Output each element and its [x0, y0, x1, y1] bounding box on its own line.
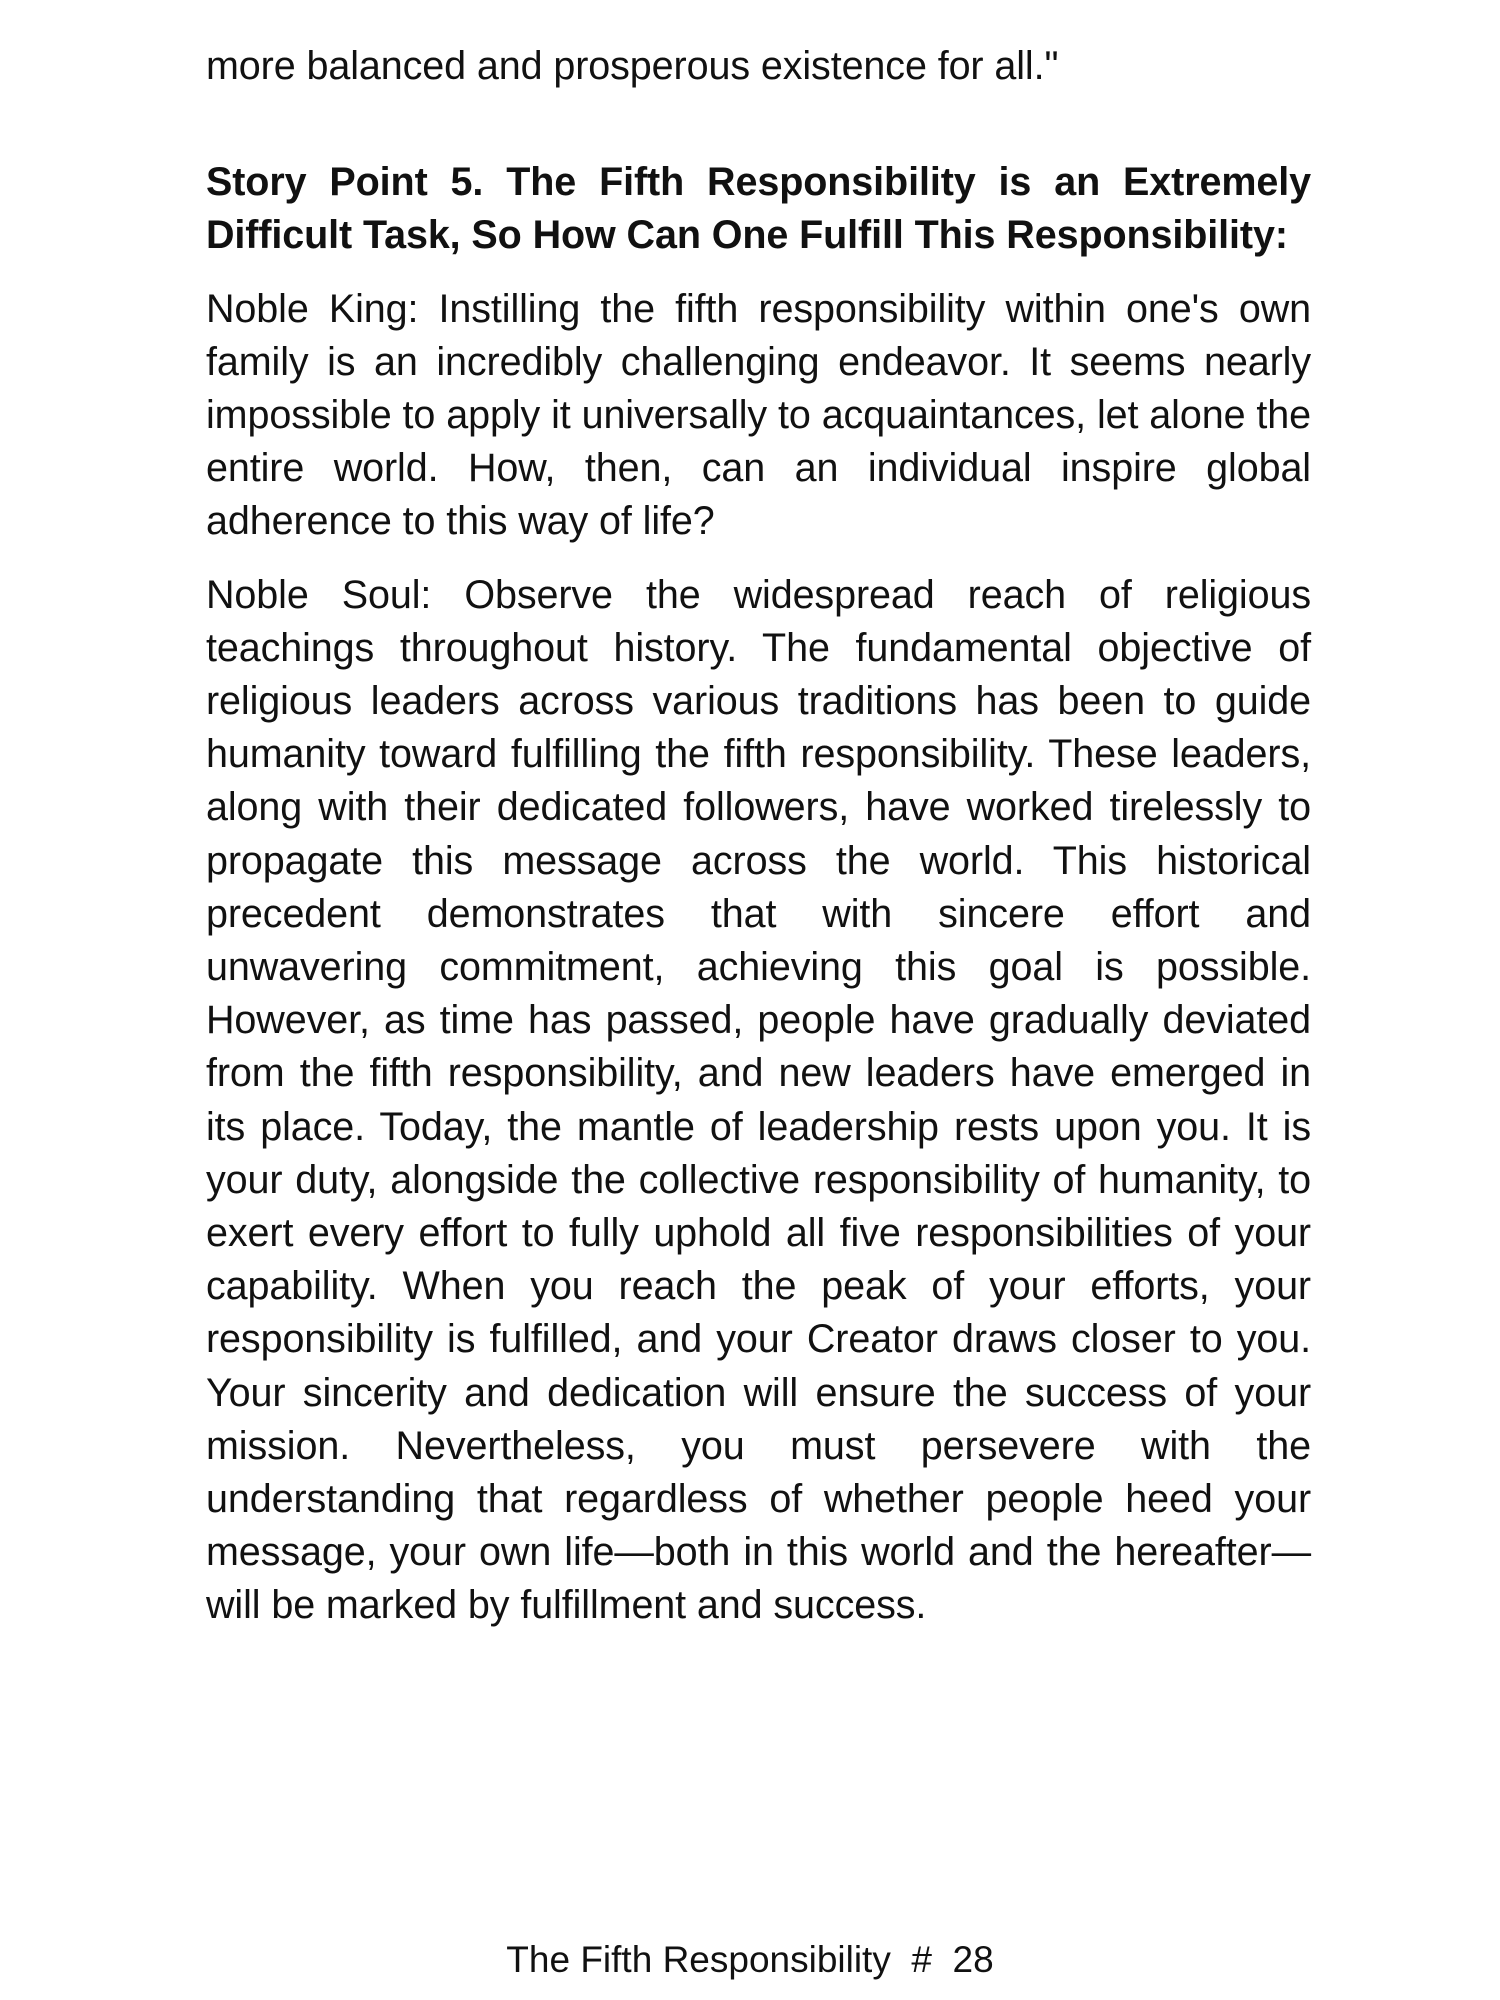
footer-page-marker: # [911, 1939, 932, 1980]
footer-book-title: The Fifth Responsibility [506, 1939, 891, 1980]
page-number: 28 [952, 1939, 994, 1980]
intro-line: more balanced and prosperous existence for all." [206, 44, 1059, 88]
page-body [206, 40, 1311, 1633]
page-footer [0, 1938, 1500, 1982]
section-heading: Story Point 5. The Fifth Responsibility is an Extremely Difficult Task, So How Can One Fulfill This Responsibility: [206, 160, 1311, 258]
paragraph-noble-soul: Noble Soul: Observe the widespread reach of religious teachings throughout history. The fundamental objective of religious leaders across various traditions has been to guide humanity toward fulfilling the fifth responsibility. These leaders, along with their dedicated followers, have worked tirelessly to propagate this message across the world. This historical precedent demonstrates that with sincere effort and unwavering commitment, achieving this goal is possible. However, as time has passed, people have gradually deviated from the fifth responsibility, and new leaders have emerged in its place. Today, the mantle of leadership rests upon you. It is your duty, alongside the collective responsibility of humanity, to exert every effort to fully uphold all five responsibilities of your capability. When you reach the peak of your efforts, your responsibility is fulfilled, and your Creator draws closer to you. Your sincerity and dedication will ensure the success of your mission. Nevertheless, you must persevere with the understanding that regardless of whether people heed your message, your own life—both in this world and the hereafter—will be marked by fulfillment and success. [206, 572, 1311, 1628]
paragraph-noble-king: Noble King: Instilling the fifth responsibility within one's own family is an incredibly challenging endeavor. It seems nearly impossible to apply it universally to acquaintances, let alone the entire world. How, then, can an individual inspire global adherence to this way of life? [206, 286, 1311, 544]
